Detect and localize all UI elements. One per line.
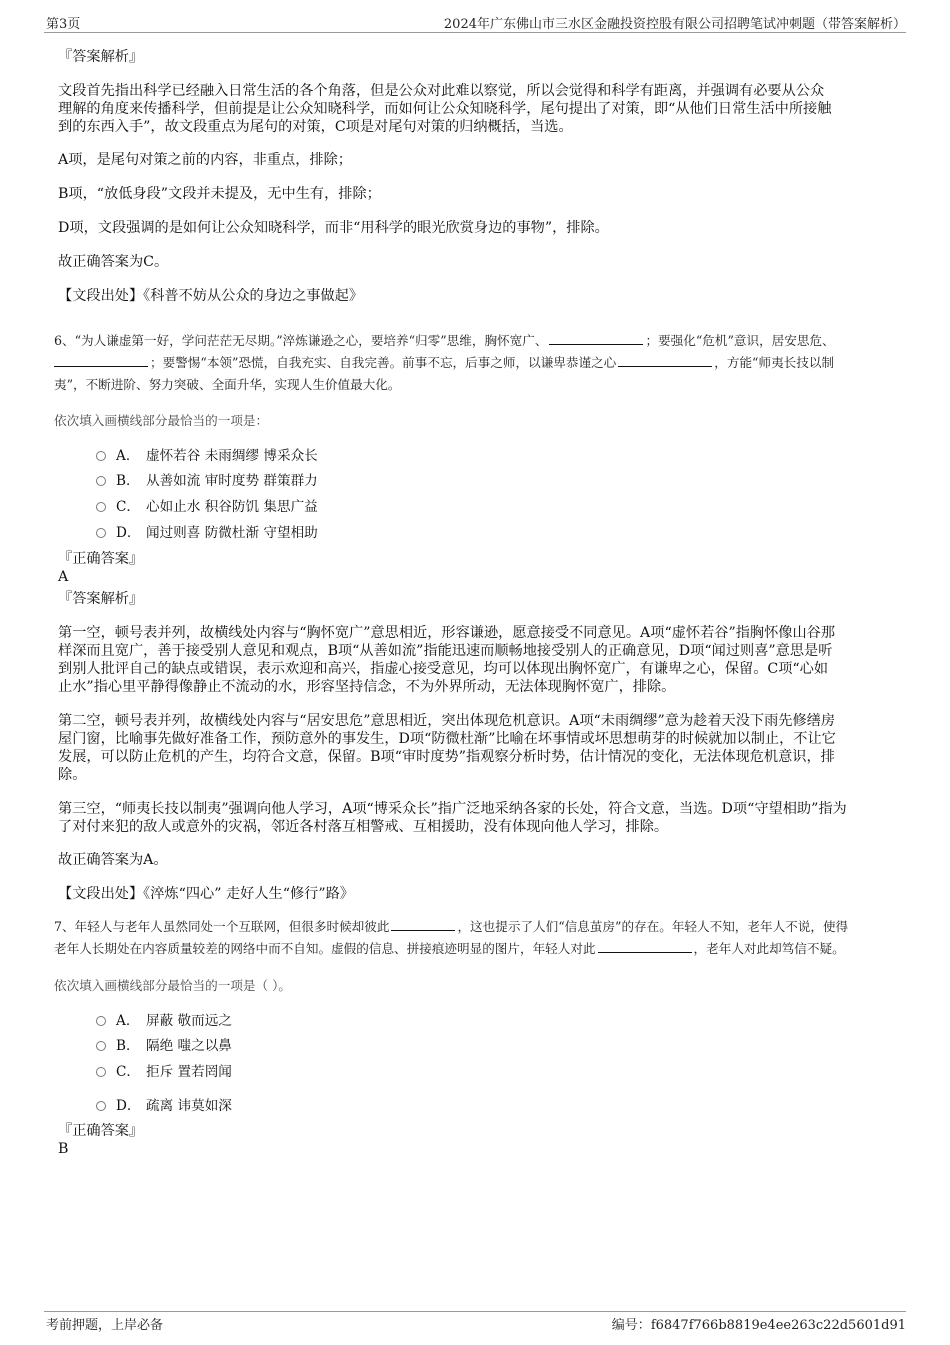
option-letter: B． bbox=[116, 473, 140, 489]
option-letter: D． bbox=[116, 525, 141, 541]
option-text: 屏蔽 敬而远之 bbox=[146, 1013, 232, 1029]
q7-answer: B bbox=[58, 1141, 69, 1157]
q7-option-b[interactable] bbox=[96, 1034, 232, 1054]
q5-option-d-note: D项，文段强调的是如何让公众知晓科学，而非“用科学的眼光欣赏身边的事物”，排除。 bbox=[58, 220, 609, 236]
document-id bbox=[612, 1314, 906, 1333]
option-letter: D． bbox=[116, 1098, 141, 1114]
radio-icon[interactable] bbox=[96, 502, 106, 512]
q6-option-d[interactable] bbox=[96, 521, 318, 541]
radio-icon[interactable] bbox=[96, 1016, 106, 1026]
radio-icon[interactable] bbox=[96, 1041, 106, 1051]
q5-analysis-line: 到的东西入手”，故文段重点为尾句的对策，C项是对尾句对策的归纳概括，当选。 bbox=[58, 119, 573, 135]
q6-option-a[interactable] bbox=[96, 444, 318, 464]
q5-option-a-note: A项，是尾句对策之前的内容，非重点，排除； bbox=[58, 152, 352, 168]
q5-conclusion: 故正确答案为C。 bbox=[58, 254, 169, 270]
option-letter: C． bbox=[116, 499, 140, 515]
q7-stem bbox=[54, 916, 904, 960]
q7-stem-line: 7、年轻人与老年人虽然同处一个互联网，但很多时候却彼此 ，这也提示了人们“信息茧房”的存在。年轻人不知，老年人不说，使得 bbox=[54, 919, 849, 934]
fill-blank bbox=[618, 354, 712, 367]
q6-stem bbox=[54, 330, 904, 396]
option-text: 拒斥 置若罔闻 bbox=[146, 1064, 232, 1080]
q6-analysis-p3: 第三空，“师夷长技以制夷”强调向他人学习，A项“博采众长”指广泛地采纳各家的长处，符合文意，当选。D项“守望相助”指为 了对付来犯的敌人或意外的灾祸，邻近各村落互相警戒、互相援助，没有体现向他人学习，排除。 bbox=[58, 801, 847, 835]
q6-option-b[interactable] bbox=[96, 469, 318, 489]
option-text: 隔绝 嗤之以鼻 bbox=[146, 1038, 232, 1054]
footer-slogan: 考前押题，上岸必备 bbox=[46, 1318, 164, 1333]
option-letter: B． bbox=[116, 1038, 140, 1054]
fill-blank bbox=[598, 940, 692, 953]
q6-stem-line: 夷”，不断进阶、努力突破、全面升华，实现人生价值最大化。 bbox=[54, 377, 401, 392]
q5-option-b-note: B项，“放低身段”文段并未提及，无中生有，排除； bbox=[58, 186, 381, 202]
document-id-label: 编号： bbox=[611, 1318, 651, 1333]
option-text: 疏离 讳莫如深 bbox=[146, 1098, 232, 1114]
q6-analysis-p1: 第一空，顿号表并列，故横线处内容与“胸怀宽广”意思相近，形容谦逊，愿意接受不同意见。A项“虚怀若谷”指胸怀像山谷那 样深而且宽广，善于接受别人意见和观点，B项“从善如流”指能迅速而顺畅地接受别人的正确意见，D项“闻过则喜”意思是听 到别人批评自己的缺点或错误，表示欢迎和高兴，指虚心接受意见，均可以体现出胸怀宽广，有谦卑之心，保留。C项“心如 止水”指心里平静得像静止不流动的水，形容坚持信念，不为外界所动，无法体现胸怀宽广，排除。 bbox=[58, 625, 836, 695]
radio-icon[interactable] bbox=[96, 1067, 106, 1077]
fill-blank bbox=[54, 354, 148, 367]
q7-option-a[interactable] bbox=[96, 1009, 232, 1029]
q6-option-c[interactable] bbox=[96, 495, 318, 515]
option-letter: A． bbox=[116, 448, 140, 464]
q6-source: 【文段出处】《淬炼“四心” 走好人生“修行”路》 bbox=[58, 886, 354, 902]
radio-icon[interactable] bbox=[96, 451, 106, 461]
option-text: 闻过则喜 防微杜渐 守望相助 bbox=[146, 525, 318, 541]
q7-stem-line: 老年人长期处在内容质量较差的网络中而不自知。虚假的信息、拼接痕迹明显的图片，年轻人对此 ，老年人对此却笃信不疑。 bbox=[54, 941, 845, 956]
q6-stem-line: ；要警惕“本领”恐慌，自我充实、自我完善。前事不忘，后事之师，以谦卑恭谨之心 ，方能“师夷长技以制 bbox=[54, 352, 904, 374]
correct-answer-label: 『正确答案』 bbox=[58, 1123, 144, 1139]
fill-blank bbox=[549, 332, 643, 345]
correct-answer-label: 『正确答案』 bbox=[58, 551, 144, 567]
header-divider bbox=[44, 32, 906, 33]
option-letter: A． bbox=[116, 1013, 140, 1029]
radio-icon[interactable] bbox=[96, 1101, 106, 1111]
q5-source: 【文段出处】《科普不妨从公众的身边之事做起》 bbox=[58, 288, 364, 304]
q6-analysis-p2: 第二空，顿号表并列，故横线处内容与“居安思危”意思相近，突出体现危机意识。A项“未雨绸缪”意为趁着天没下雨先修缮房 屋门窗，比喻事先做好准备工作，预防意外的事发生，D项“防微杜渐”比喻在坏事情或坏思想萌芽的时候就加以制止，不让它 发展，可以防止危机的产生，均符合文意，保留。B项“审时度势”指观察分析时势，估计情况的变化，无法体现危机意识，排 除。 bbox=[58, 713, 836, 783]
document-id-code: f6847f766b8819e4ee263c22d5601d91 bbox=[650, 1318, 906, 1333]
q6-instruction: 依次填入画横线部分最恰当的一项是： bbox=[54, 413, 269, 428]
option-text: 从善如流 审时度势 群策群力 bbox=[146, 473, 318, 489]
option-letter: C． bbox=[116, 1064, 140, 1080]
q7-option-d[interactable] bbox=[96, 1094, 232, 1114]
q6-stem-line: 6、“为人谦虚第一好，学问茫茫无尽期。”淬炼谦逊之心，要培养“归零”思维，胸怀宽广、 ；要强化“危机”意识，居安思危、 bbox=[54, 333, 835, 348]
page-number: 第3页 bbox=[46, 17, 81, 32]
q5-analysis bbox=[58, 82, 898, 136]
q5-analysis-line: 理解的角度来传播科学，但前提是让公众知晓科学，而如何让公众知晓科学，尾句提出了对策，即“从他们日常生活中所接触 bbox=[58, 101, 832, 117]
document-title: 2024年广东佛山市三水区金融投资控股有限公司招聘笔试冲刺题（带答案解析） bbox=[443, 17, 906, 32]
footer-divider bbox=[44, 1311, 906, 1312]
q6-conclusion: 故正确答案为A。 bbox=[58, 852, 168, 868]
q7-instruction: 依次填入画横线部分最恰当的一项是（ ）。 bbox=[54, 978, 291, 993]
radio-icon[interactable] bbox=[96, 476, 106, 486]
analysis-label: 『答案解析』 bbox=[58, 49, 144, 65]
fill-blank bbox=[391, 918, 455, 931]
q7-option-c[interactable] bbox=[96, 1060, 232, 1080]
q6-answer: A bbox=[58, 569, 69, 585]
radio-icon[interactable] bbox=[96, 528, 106, 538]
option-text: 心如止水 积谷防饥 集思广益 bbox=[146, 499, 318, 515]
q5-analysis-line: 文段首先指出科学已经融入日常生活的各个角落，但是公众对此难以察觉，所以会觉得和科学有距离，并强调有必要从公众 bbox=[58, 83, 825, 99]
analysis-label: 『答案解析』 bbox=[58, 591, 144, 607]
option-text: 虚怀若谷 未雨绸缪 博采众长 bbox=[146, 448, 318, 464]
